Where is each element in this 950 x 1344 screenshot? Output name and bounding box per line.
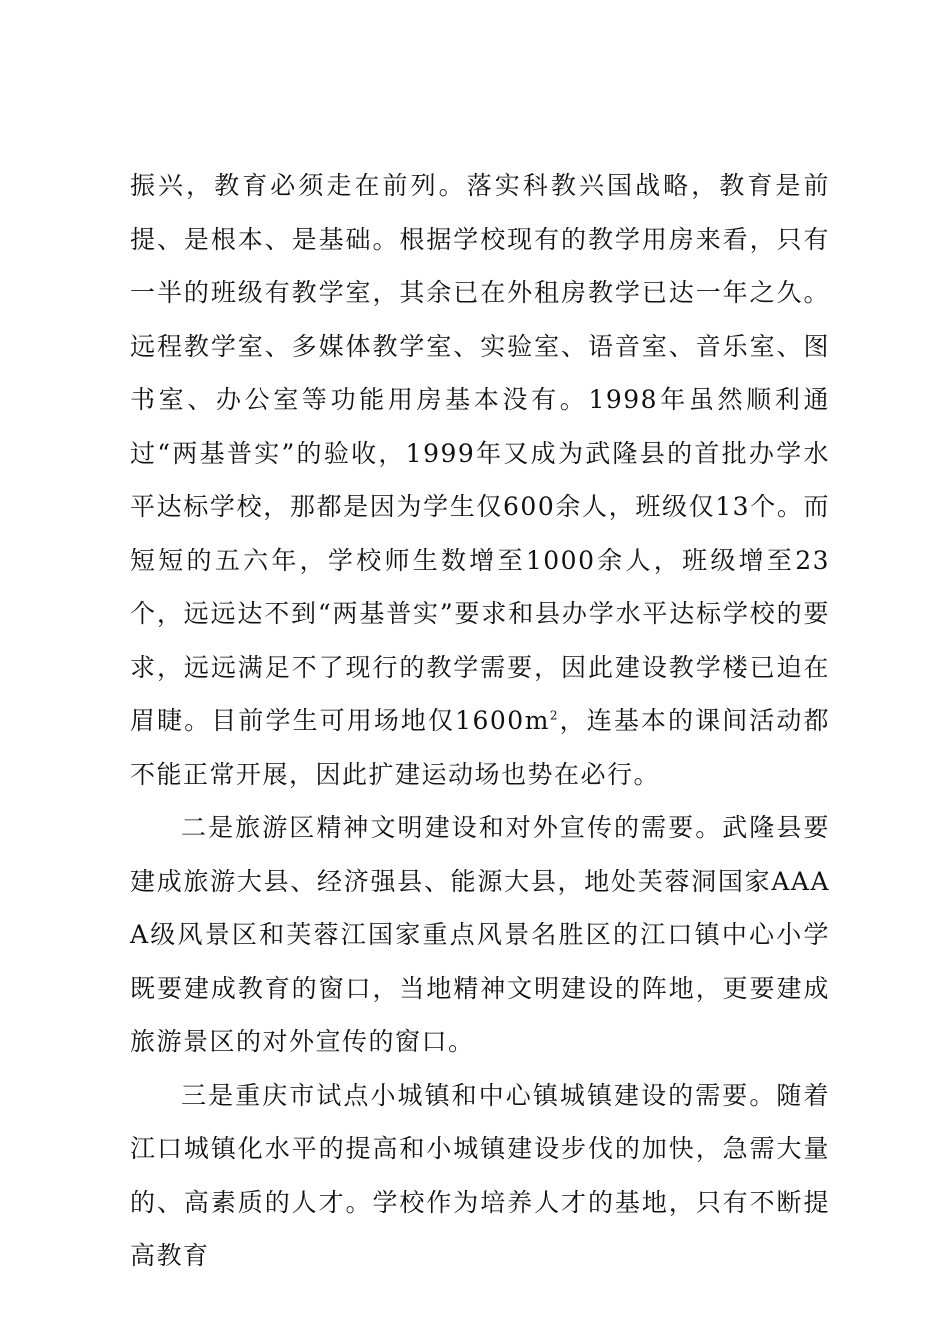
document-body: [130, 159, 830, 1283]
paragraph-1-text-a: 振兴，教育必须走在前列。落实科教兴国战略，教育是前提、是根本、是基础。根据学校现有的教学用房来看，只有一半的班级有教学室，其余已在外租房教学已达一年之久。远程教学室、多媒体教学室、实验室、语音室、音乐室、图书室、办公室等功能用房基本没有。1998年虽然顺利通过“两基普实”的验收，1999年又成为武隆县的首批办学水平达标学校，那都是因为学生仅600余人，班级仅13个。而短短的五六年，学校师生数增至1000余人，班级增至23个，远远达不到“两基普实”要求和县办学水平达标学校的要求，远远满足不了现行的教学需要，因此建设教学楼已迫在眉睫。目前学生可用场地仅1600m: [130, 171, 830, 735]
paragraph-1-text-b: ，连基本的课间活动都不能正常开展，因此扩建运动场也势在必行。: [130, 706, 830, 789]
paragraph-1: [130, 159, 830, 801]
square-meter-superscript: 2: [549, 708, 560, 723]
paragraph-2: 二是旅游区精神文明建设和对外宣传的需要。武隆县要建成旅游大县、经济强县、能源大县，地处芙蓉洞国家AAAA级风景区和芙蓉江国家重点风景名胜区的江口镇中心小学既要建成教育的窗口，当地精神文明建设的阵地，更要建成旅游景区的对外宣传的窗口。: [130, 813, 830, 1056]
paragraph-3: 三是重庆市试点小城镇和中心镇城镇建设的需要。随着江口城镇化水平的提高和小城镇建设步伐的加快，急需大量的、高素质的人才。学校作为培养人才的基地，只有不断提高教育: [130, 1080, 830, 1270]
